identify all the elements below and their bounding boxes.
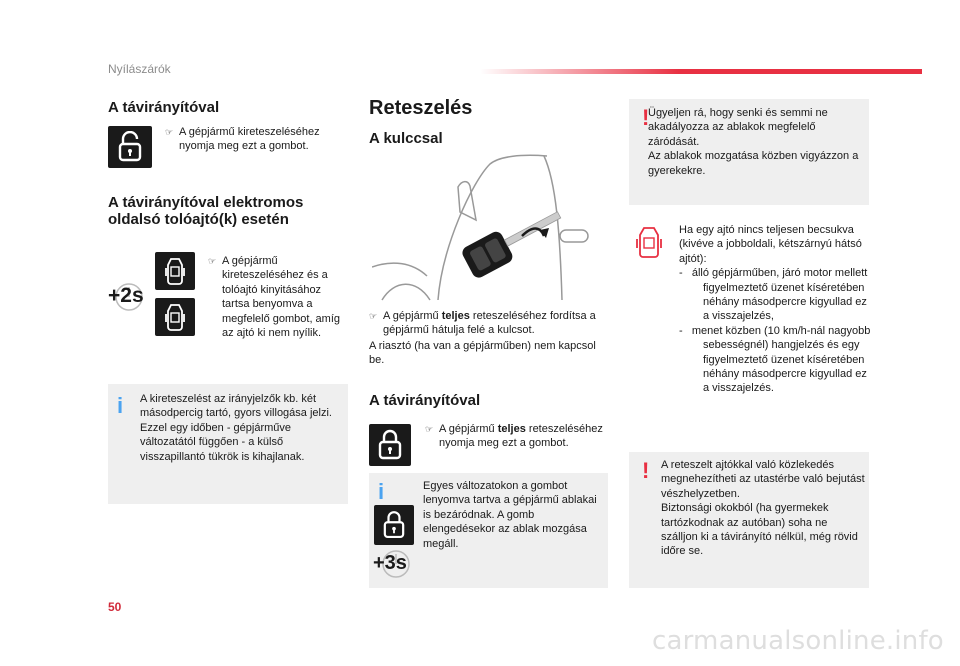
door-open-item-stationary: - álló gépjárműben, járó motor mellett figyelmeztető üzenet kíséretében néhány másodpercre kigyullad ez a visszajelzés, [679, 267, 868, 323]
lock-button-icon [369, 424, 411, 466]
info-icon: i [378, 479, 385, 504]
door-open-intro: Ha egy ajtó nincs teljesen becsukva (kivéve a jobboldali, kétszárnyú hátsó ajtót): [679, 224, 862, 265]
bullet-text: A gépjármű kireteszeléséhez és a tolóajtó kinyitásához tartsa benyomva a megfelelő gombot, amíg az ajtó ki nem nyílik. [222, 255, 341, 340]
info-text: A kireteszelést az irányjelzők kb. két másodpercig tartó, gyors villogása jelzi. Ezzel egy időben - gépjárműve változatától függően - a külső visszapillantó tükrök is kihajlanak. [140, 393, 332, 463]
door-open-item-moving: - menet közben (10 km/h-nál nagyobb sebességnél) hangjelzés és egy figyelmeztető üzenet kíséretében néhány másodpercre kigyullad ez a visszajelzés. [679, 324, 871, 395]
timer-badge-3s [373, 549, 417, 579]
warning-icon: ! [642, 105, 650, 130]
unlock-button-icon [108, 126, 152, 168]
arrow-bullet-icon: ☞ [165, 127, 174, 137]
warning-icon: ! [642, 458, 650, 483]
heading-remote-unlock: A távirányítóval [108, 99, 220, 116]
badge-3s-text: +3s [373, 552, 407, 574]
bullet-remote-unlock [165, 125, 335, 154]
bullet-key-lock [369, 309, 609, 338]
arrow-bullet-icon: ☞ [369, 311, 378, 321]
bullet-text: A gépjármű kireteszeléséhez nyomja meg ezt a gombot. [179, 126, 320, 153]
arrow-bullet-icon: ☞ [425, 424, 434, 434]
lock-button-icon-2 [374, 505, 414, 545]
warning-text: Ügyeljen rá, hogy senki és semmi ne akadályozza az ablakok megfelelő záródását. Az ablakok mozgatása közben vigyázzon a gyerekekre. [648, 107, 859, 177]
info-icon: i [117, 393, 124, 418]
heading-with-key: A kulccsal [369, 130, 443, 147]
section-label: Nyílászárók [108, 62, 171, 76]
timer-badge-2s [108, 282, 148, 312]
warning-box-windows [629, 99, 869, 205]
info-text: Egyes változatokon a gombot lenyomva tartva a gépjármű ablakai is bezáródnak. A gomb elengedésekor az ablak mozgása megáll. [423, 480, 597, 550]
info-box-windows [369, 473, 608, 588]
bullet-sliding-unlock [208, 254, 348, 340]
arrow-bullet-icon: ☞ [208, 256, 217, 266]
warning-box-locked-doors [629, 452, 869, 588]
sliding-door-unlock-icon [155, 252, 195, 290]
bullet-text: A gépjármű teljes reteszeléséhez nyomja meg ezt a gombot. [439, 423, 603, 450]
door-open-warning-icon [636, 226, 662, 260]
door-open-warning-text [679, 223, 871, 396]
info-box-unlock [108, 384, 348, 504]
watermark: carmanualsonline.info [652, 626, 944, 656]
bullet-text: A gépjármű teljes reteszeléséhez fordítsa a gépjármű hátulja felé a kulcsot. [383, 310, 596, 337]
page-number: 50 [108, 600, 122, 614]
warning-text: A reteszelt ajtókkal való közlekedés megnehezítheti az utastérbe való bejutást vészhelyzetben. Biztonsági okokból (ha gyermekek tartózkodnak az autóban) soha ne szálljon ki a távirányító nélkül, még rövid időre se. [661, 459, 865, 558]
heading-remote-lock: A távirányítóval [369, 392, 481, 409]
sliding-door-unlock-icon-2 [155, 298, 195, 336]
heading-sliding-door: A távirányítóval elektromos oldalsó tolóajtó(k) esetén [108, 194, 304, 228]
key-lock-note: A riasztó (ha van a gépjárműben) nem kapcsol be. [369, 340, 596, 367]
key-lock-illustration [372, 152, 608, 302]
badge-2s-text: +2s [108, 284, 144, 307]
bullet-remote-lock [425, 422, 603, 451]
header-accent-bar [480, 69, 922, 74]
page-title: Reteszelés [369, 97, 473, 119]
